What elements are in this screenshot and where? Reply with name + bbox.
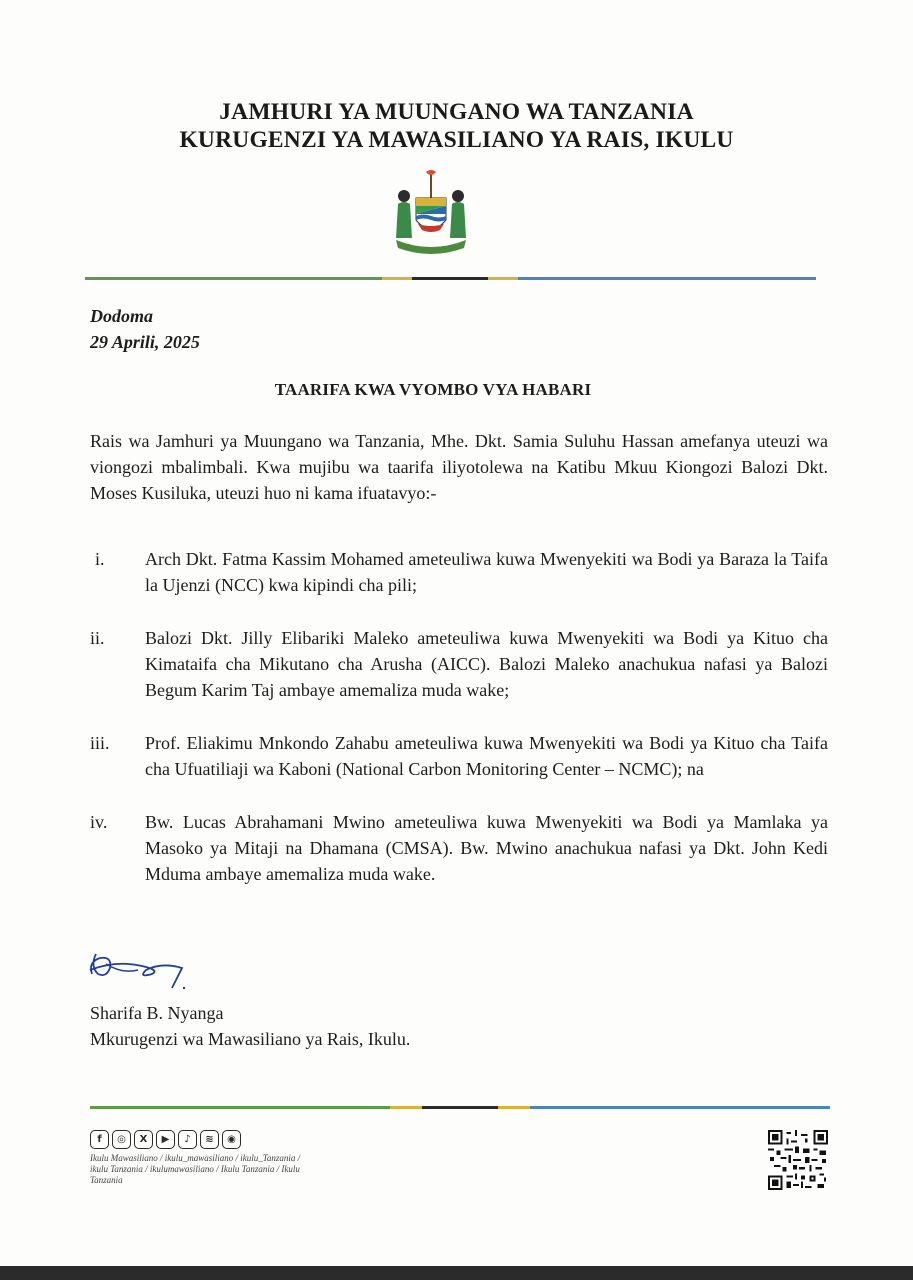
place: Dodoma	[90, 306, 153, 326]
signer-block	[90, 1000, 410, 1052]
list-item	[90, 809, 828, 887]
signer-position: Mkurugenzi wa Mawasiliano ya Rais, Ikulu.	[90, 1029, 411, 1049]
list-item	[90, 546, 828, 598]
signature-icon	[86, 944, 196, 996]
date: 29 Aprili, 2025	[90, 332, 200, 352]
instagram-icon[interactable]: ◎	[112, 1130, 131, 1149]
list-item-text: Arch Dkt. Fatma Kassim Mohamed ameteuliwa kuwa Mwenyekiti wa Bodi ya Baraza la Taifa la Ujenzi (NCC) kwa kipindi cha pili;	[145, 549, 828, 595]
facebook-icon[interactable]: f	[90, 1130, 109, 1149]
qr-code-icon[interactable]	[768, 1130, 828, 1190]
tiktok-icon[interactable]: ♪	[178, 1130, 197, 1149]
spotify-icon[interactable]: ≋	[200, 1130, 219, 1149]
letterhead	[0, 98, 913, 154]
appointments-list	[90, 546, 828, 914]
social-handles: Ikulu Mawasiliano / ikulu_mawasiliano / ikulu_Tanzania / ikulu Tanzania / ikulumawasiliano / Ikulu Tanzania / Ikulu Tanzania	[90, 1153, 301, 1185]
social-icons	[90, 1130, 310, 1149]
list-item-number: i.	[95, 549, 105, 569]
signer-name: Sharifa B. Nyanga	[90, 1003, 224, 1023]
list-item-number: iv.	[90, 812, 108, 832]
place-and-date	[90, 303, 200, 355]
list-item-text: Balozi Dkt. Jilly Elibariki Maleko ameteuliwa kuwa Mwenyekiti wa Bodi ya Kituo cha Kimataifa cha Mikutano cha Arusha (AICC). Balozi Maleko anachukua nafasi ya Balozi Begum Karim Taj ambaye amemaliza muda wake;	[145, 628, 828, 700]
podcast-icon[interactable]: ◉	[222, 1130, 241, 1149]
footer-social	[90, 1130, 310, 1186]
x-icon[interactable]: X	[134, 1130, 153, 1149]
header-divider	[85, 277, 816, 280]
list-item-text: Prof. Eliakimu Mnkondo Zahabu ameteuliwa kuwa Mwenyekiti wa Bodi ya Kituo cha Taifa cha Ufuatiliaji wa Kaboni (National Carbon Monitoring Center – NCMC); na	[145, 733, 828, 779]
page-bottom-edge	[0, 1266, 913, 1280]
list-item-number: iii.	[90, 733, 110, 753]
letterhead-line-1: JAMHURI YA MUUNGANO WA TANZANIA	[219, 99, 694, 125]
document-title: TAARIFA KWA VYOMBO VYA HABARI	[274, 380, 592, 399]
intro-paragraph: Rais wa Jamhuri ya Muungano wa Tanzania, Mhe. Dkt. Samia Suluhu Hassan amefanya uteuzi wa viongozi mbalimbali. Kwa mujibu wa taarifa iliyotolewa na Katibu Mkuu Kiongozi Balozi Dkt. Moses Kusiluka, uteuzi huo ni kama ifuatavyo:-	[90, 431, 828, 503]
list-item	[90, 625, 828, 703]
coat-of-arms-icon	[388, 168, 474, 254]
list-item-text: Bw. Lucas Abrahamani Mwino ameteuliwa kuwa Mwenyekiti wa Bodi ya Mamlaka ya Masoko ya Mitaji na Dhamana (CMSA). Bw. Mwino anachukua nafasi ya Dkt. John Kedi Mduma ambaye amemaliza muda wake.	[145, 812, 828, 884]
list-item	[90, 730, 828, 782]
youtube-icon[interactable]: ▶	[156, 1130, 175, 1149]
footer-divider	[90, 1106, 830, 1109]
letterhead-line-2: KURUGENZI YA MAWASILIANO YA RAIS, IKULU	[179, 127, 734, 153]
list-item-number: ii.	[90, 628, 105, 648]
